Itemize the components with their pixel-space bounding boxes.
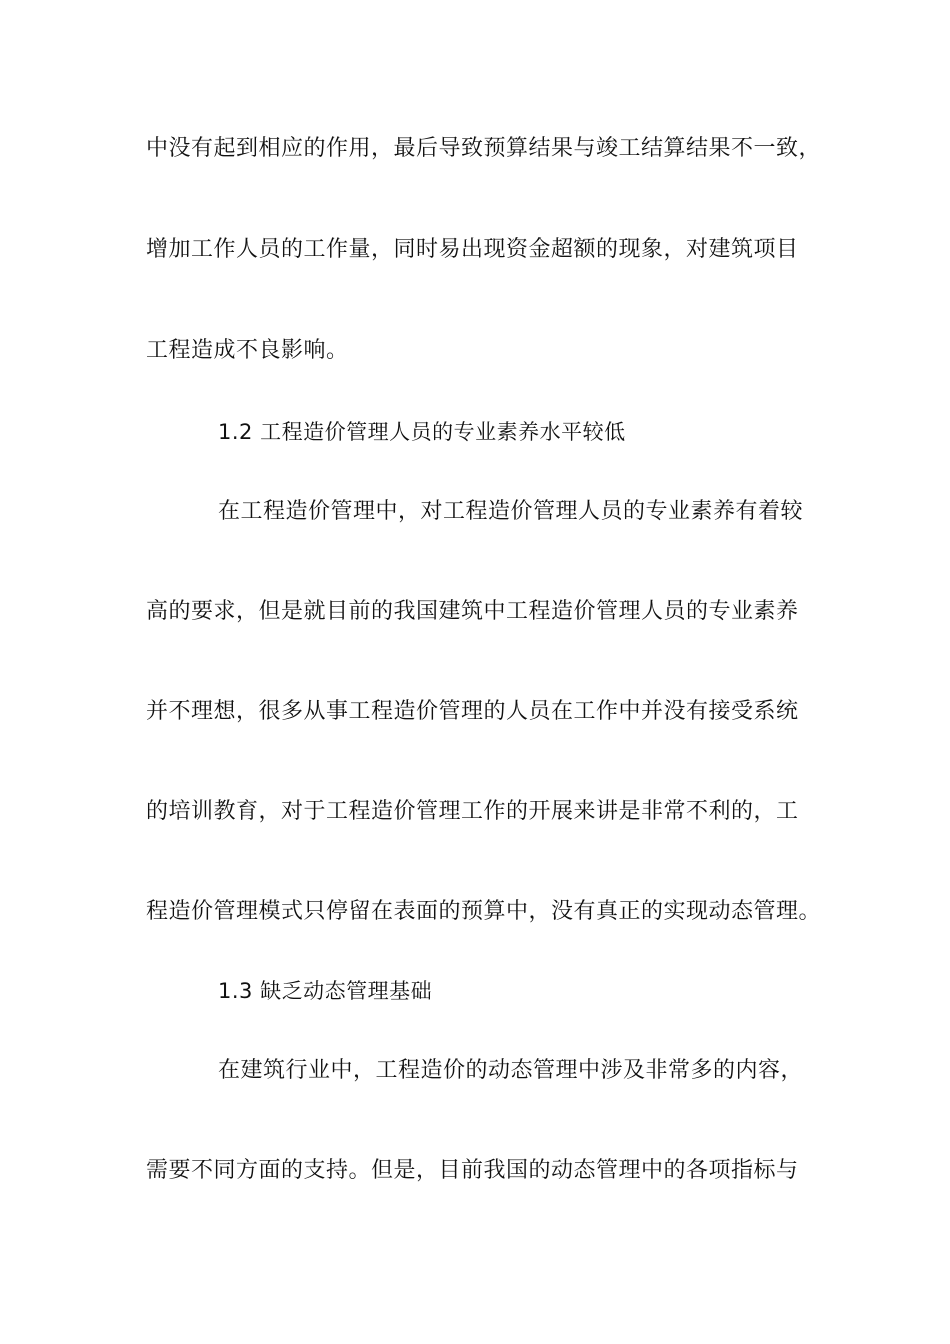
paragraph-line: 的培训教育，对于工程造价管理工作的开展来讲是非常不利的，工 — [146, 799, 799, 824]
paragraph-line: 程造价管理模式只停留在表面的预算中，没有真正的实现动态管理。 — [146, 899, 822, 924]
paragraph-line: 在工程造价管理中，对工程造价管理人员的专业素养有着较 — [218, 499, 804, 524]
section-heading: 1.3 缺乏动态管理基础 — [218, 979, 433, 1003]
paragraph-line: 工程造成不良影响。 — [146, 338, 349, 363]
paragraph-line: 在建筑行业中，工程造价的动态管理中涉及非常多的内容， — [218, 1058, 804, 1083]
paragraph-line: 并不理想，很多从事工程造价管理的人员在工作中并没有接受系统 — [146, 699, 799, 724]
section-heading: 1.2 工程造价管理人员的专业素养水平较低 — [218, 420, 626, 444]
paragraph-line: 需要不同方面的支持。但是，目前我国的动态管理中的各项指标与 — [146, 1158, 799, 1183]
paragraph-line: 中没有起到相应的作用，最后导致预算结果与竣工结算结果不一致， — [146, 136, 822, 161]
paragraph-line: 增加工作人员的工作量，同时易出现资金超额的现象，对建筑项目 — [146, 237, 799, 262]
paragraph-line: 高的要求，但是就目前的我国建筑中工程造价管理人员的专业素养 — [146, 599, 799, 624]
